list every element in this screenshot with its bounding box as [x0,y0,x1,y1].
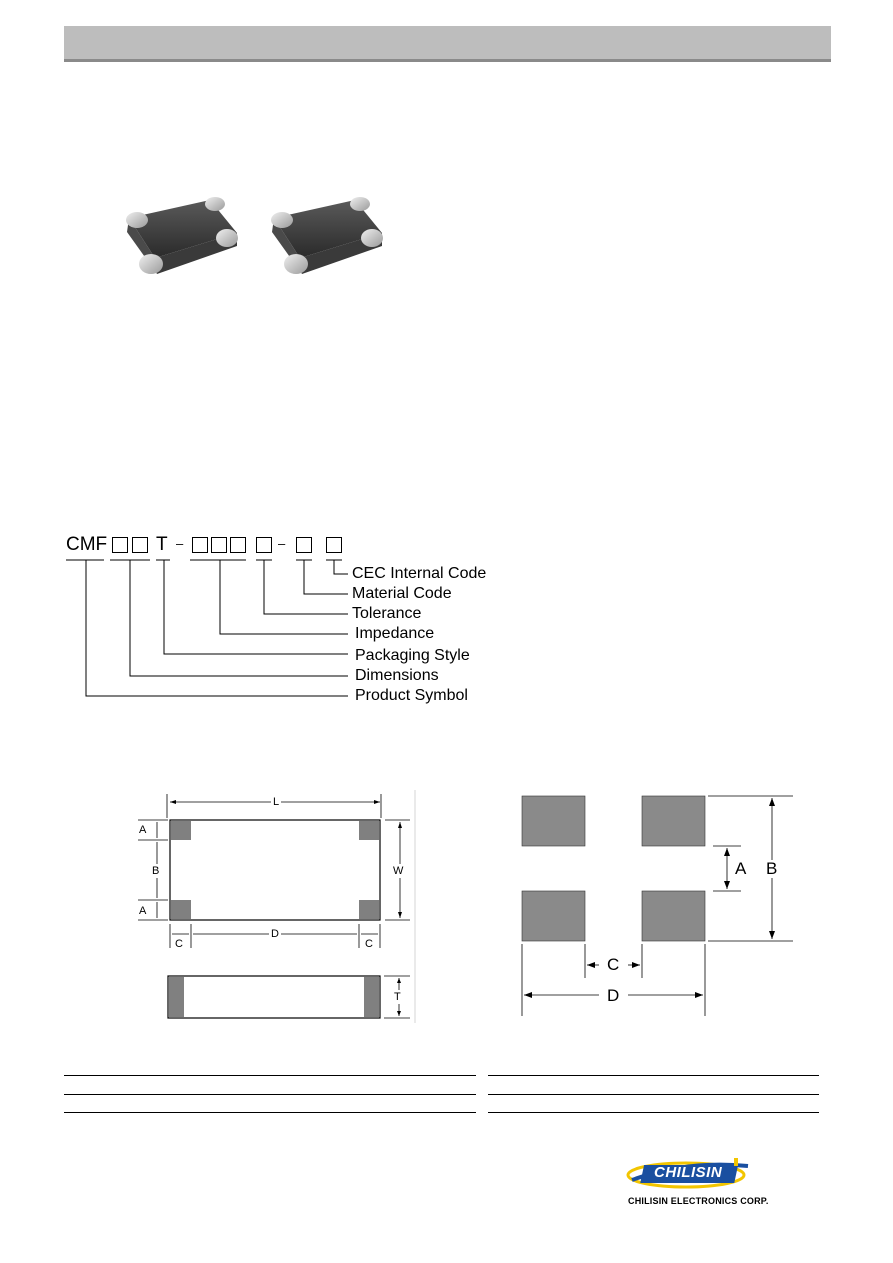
table-rule-left-2 [64,1094,476,1095]
pn-dash-2: – [278,536,286,551]
logo-brand: CHILISIN [654,1164,723,1181]
legend-leader-lines [64,530,524,710]
product-photo [115,188,395,288]
dim-label-C-left: C [175,938,183,950]
table-rule-right-1 [488,1075,819,1076]
chip-images [115,188,395,288]
pn-dash-1: – [176,536,184,551]
land-pattern-svg [515,790,805,1020]
pn-prefix: CMF [66,534,108,555]
dim-label-C-right: C [365,938,373,950]
land-pattern [515,790,805,1020]
legend-dimensions: Dimensions [355,667,439,684]
dim-label-A-top: A [139,824,147,836]
land-label-D: D [607,986,620,1005]
legend-product-symbol: Product Symbol [355,687,468,704]
part-number-diagram [64,530,524,710]
pn-packaging: T [156,534,168,555]
header-bar [64,26,831,62]
dimension-drawing-svg [135,788,420,1023]
chip-right [271,197,383,274]
dimension-drawing [135,788,420,1023]
legend-packaging-style: Packaging Style [355,647,470,664]
table-rule-left-1 [64,1075,476,1076]
dim-label-W: W [393,865,404,877]
dim-label-B: B [152,865,160,877]
legend-material-code: Material Code [352,585,452,602]
table-rule-right-2 [488,1094,819,1095]
land-label-A: A [735,859,747,878]
legend-cec-internal-code: CEC Internal Code [352,565,487,582]
table-rule-right-3 [488,1112,819,1113]
company-logo [626,1156,826,1212]
land-label-B: B [766,859,778,878]
dim-label-A-bottom: A [139,905,147,917]
logo-company: CHILISIN ELECTRONICS CORP. [628,1196,769,1206]
legend-tolerance: Tolerance [352,605,422,622]
dim-label-D: D [271,928,279,940]
land-label-C: C [607,955,620,974]
dim-label-L: L [273,796,280,808]
legend-impedance: Impedance [355,625,435,642]
chip-left [126,197,238,274]
table-rule-left-3 [64,1112,476,1113]
dim-label-T: T [394,991,401,1003]
